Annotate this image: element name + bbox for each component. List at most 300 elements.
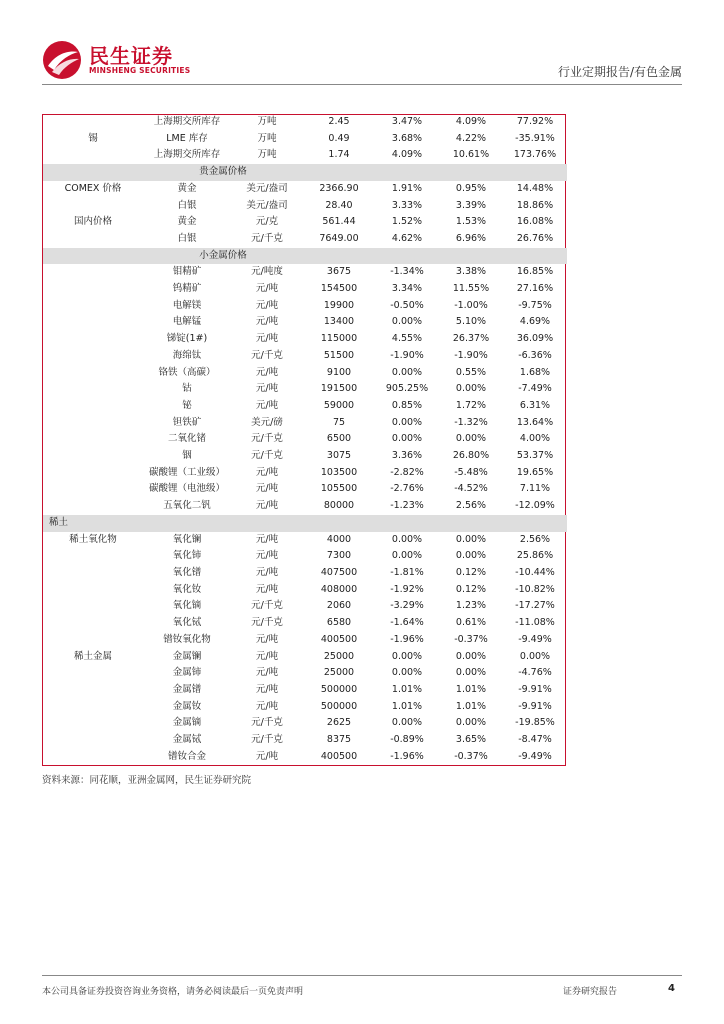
group-label	[43, 632, 143, 649]
price-table-container	[42, 114, 566, 766]
group-label: 稀土金属	[73, 650, 112, 662]
change-week: 3.34%	[391, 283, 423, 295]
change-month: -1.00%	[454, 299, 488, 311]
table-row	[43, 732, 567, 749]
unit: 元/吨	[255, 700, 279, 712]
item-name: 金属镧	[172, 650, 202, 662]
unit: 元/吨	[255, 383, 279, 395]
change-month: 0.00%	[455, 650, 487, 662]
item-name: 五氧化二钒	[163, 500, 211, 512]
group-label	[43, 682, 143, 699]
table-row	[43, 231, 567, 248]
change-week: 0.00%	[391, 433, 423, 445]
change-ytd: -9.49%	[518, 633, 552, 645]
price-value: 75	[332, 416, 346, 428]
change-ytd: 173.76%	[513, 149, 557, 161]
section-label: 贵金属价格	[143, 164, 303, 181]
table-row	[43, 181, 567, 198]
price-value: 105500	[320, 483, 358, 495]
change-week: 0.00%	[391, 717, 423, 729]
change-ytd: -10.82%	[515, 583, 555, 595]
unit: 美元/盎司	[246, 182, 288, 194]
table-section-row	[43, 248, 567, 265]
table-row	[43, 398, 567, 415]
price-value: 3675	[326, 266, 352, 278]
unit: 元/千克	[251, 617, 283, 629]
change-month: -1.90%	[454, 349, 488, 361]
change-ytd: -9.75%	[518, 299, 552, 311]
change-ytd: 18.86%	[516, 199, 554, 211]
price-value: 2.45	[328, 116, 350, 127]
unit: 元/千克	[251, 734, 283, 746]
price-value: 2060	[326, 600, 352, 612]
item-name: 铟	[182, 450, 192, 462]
price-value: 25000	[323, 667, 355, 679]
price-value: 103500	[320, 466, 358, 478]
item-name: 铋	[182, 399, 192, 411]
price-value: 408000	[320, 583, 358, 595]
table-row	[43, 598, 567, 615]
price-value: 115000	[320, 333, 358, 345]
price-value: 6580	[326, 617, 352, 629]
group-label	[43, 548, 143, 565]
change-ytd: 14.48%	[516, 182, 554, 194]
unit: 元/克	[255, 216, 279, 228]
change-ytd: -9.49%	[518, 750, 552, 762]
price-value: 8375	[326, 734, 352, 746]
item-name: 碳酸锂（工业级）	[148, 466, 225, 478]
group-label	[43, 147, 143, 164]
item-name: 镨钕氧化物	[163, 633, 211, 645]
price-value: 191500	[320, 383, 358, 395]
change-month: 0.95%	[455, 182, 487, 194]
group-label	[43, 331, 143, 348]
price-value: 9100	[326, 366, 352, 378]
price-value: 28.40	[325, 199, 353, 211]
price-value: 2366.90	[319, 182, 359, 194]
table-row	[43, 314, 567, 331]
change-month: 0.12%	[455, 583, 487, 595]
change-week: 0.00%	[391, 366, 423, 378]
group-label	[43, 264, 143, 281]
change-week: -1.92%	[390, 583, 424, 595]
change-month: 3.38%	[455, 266, 487, 278]
change-week: -0.89%	[390, 734, 424, 746]
change-month: 1.23%	[455, 600, 487, 612]
item-name: 上海期交所库存	[153, 116, 221, 127]
unit: 万吨	[257, 116, 277, 127]
change-month: 1.72%	[455, 399, 487, 411]
change-week: -1.96%	[390, 633, 424, 645]
table-row	[43, 498, 567, 515]
page-header	[0, 0, 724, 90]
change-week: 4.55%	[391, 333, 423, 345]
unit: 万吨	[257, 132, 277, 144]
change-week: 3.36%	[391, 450, 423, 462]
table-row	[43, 114, 567, 131]
change-ytd: 16.08%	[516, 216, 554, 228]
minsheng-logo-icon	[42, 40, 82, 80]
table-row	[43, 131, 567, 148]
price-value: 154500	[320, 283, 358, 295]
change-month: 4.09%	[455, 116, 487, 127]
unit: 元/吨	[255, 583, 279, 595]
change-ytd: -8.47%	[518, 734, 552, 746]
group-label	[43, 231, 143, 248]
unit: 元/千克	[251, 600, 283, 612]
price-value: 400500	[320, 750, 358, 762]
change-ytd: -9.91%	[518, 700, 552, 712]
price-value: 51500	[323, 349, 355, 361]
change-ytd: 7.11%	[519, 483, 551, 495]
change-week: -1.90%	[390, 349, 424, 361]
section-spacer	[43, 248, 143, 265]
change-ytd: 0.00%	[519, 650, 551, 662]
item-name: 氧化镝	[172, 600, 202, 612]
group-label	[43, 198, 143, 215]
change-month: -5.48%	[454, 466, 488, 478]
change-ytd: -17.27%	[515, 600, 555, 612]
change-month: 5.10%	[455, 316, 487, 328]
unit: 元/吨	[255, 333, 279, 345]
change-month: 10.61%	[452, 149, 490, 161]
table-row	[43, 715, 567, 732]
table-row	[43, 532, 567, 549]
change-month: 3.65%	[455, 734, 487, 746]
change-week: 0.00%	[391, 650, 423, 662]
table-row	[43, 281, 567, 298]
change-month: 0.12%	[455, 566, 487, 578]
change-month: 0.00%	[455, 550, 487, 562]
change-month: 0.61%	[455, 617, 487, 629]
unit: 元/吨	[255, 283, 279, 295]
price-value: 19900	[323, 299, 355, 311]
price-value: 1.74	[328, 149, 350, 161]
data-source-note: 资料来源：同花顺，亚洲金属网，民生证券研究院	[42, 775, 252, 786]
change-ytd: 26.76%	[516, 232, 554, 244]
unit: 元/千克	[251, 433, 283, 445]
change-ytd: -4.76%	[518, 667, 552, 679]
table-row	[43, 448, 567, 465]
price-value: 3075	[326, 450, 352, 462]
change-ytd: -9.91%	[518, 683, 552, 695]
item-name: 铬铁（高碳）	[158, 366, 216, 378]
group-label	[43, 598, 143, 615]
price-value: 25000	[323, 650, 355, 662]
section-label: 小金属价格	[143, 248, 303, 265]
change-month: 0.00%	[455, 717, 487, 729]
change-month: 1.53%	[455, 216, 487, 228]
table-section-row	[43, 515, 567, 532]
unit: 元/吨	[255, 633, 279, 645]
change-month: -0.37%	[454, 633, 488, 645]
item-name: 氧化铽	[172, 617, 202, 629]
price-value: 0.49	[328, 132, 350, 144]
page-number: 4	[668, 983, 675, 994]
group-label	[43, 665, 143, 682]
item-name: 上海期交所库存	[153, 149, 221, 161]
unit: 元/千克	[251, 349, 283, 361]
group-label	[43, 381, 143, 398]
group-label	[43, 114, 143, 131]
change-ytd: 2.56%	[519, 533, 551, 545]
footer-disclaimer: 本公司具备证券投资咨询业务资格，请务必阅读最后一页免责声明	[42, 987, 304, 997]
group-label	[43, 749, 143, 766]
group-label	[43, 398, 143, 415]
table-row	[43, 548, 567, 565]
item-name: 钽铁矿	[172, 416, 202, 428]
change-ytd: 36.09%	[516, 333, 554, 345]
unit: 美元/磅	[251, 416, 283, 428]
change-month: -4.52%	[454, 483, 488, 495]
unit: 元/千克	[251, 232, 283, 244]
group-label	[43, 699, 143, 716]
change-month: 0.00%	[455, 533, 487, 545]
unit: 元/吨	[255, 483, 279, 495]
table-row	[43, 649, 567, 666]
table-row	[43, 147, 567, 164]
group-label	[43, 298, 143, 315]
table-row	[43, 682, 567, 699]
price-value: 561.44	[322, 216, 356, 228]
item-name: 金属铽	[172, 734, 202, 746]
item-name: 黄金	[177, 216, 197, 228]
brand-name-en: MINSHENG SECURITIES	[89, 66, 191, 75]
item-name: 电解锰	[172, 316, 202, 328]
report-type: 行业定期报告/有色金属	[557, 65, 682, 79]
price-value: 80000	[323, 500, 355, 512]
footer-divider	[42, 975, 682, 976]
group-label	[43, 732, 143, 749]
unit: 元/吨	[255, 550, 279, 562]
change-month: 0.00%	[455, 667, 487, 679]
item-name: 海绵钛	[172, 349, 202, 361]
table-body	[43, 114, 567, 765]
change-week: 3.47%	[391, 116, 423, 127]
group-label	[43, 415, 143, 432]
change-week: 0.00%	[391, 533, 423, 545]
group-label	[43, 582, 143, 599]
change-week: 4.09%	[391, 149, 423, 161]
change-week: 3.33%	[391, 199, 423, 211]
change-ytd: -12.09%	[515, 500, 555, 512]
unit: 元/吨	[255, 500, 279, 512]
unit: 元/吨	[255, 399, 279, 411]
table-row	[43, 415, 567, 432]
change-week: 1.01%	[391, 700, 423, 712]
group-label	[43, 348, 143, 365]
item-name: 氧化铈	[172, 550, 202, 562]
table-row	[43, 264, 567, 281]
change-week: -2.82%	[390, 466, 424, 478]
item-name: 黄金	[177, 182, 197, 194]
group-label	[43, 481, 143, 498]
change-month: 2.56%	[455, 500, 487, 512]
change-ytd: -7.49%	[518, 383, 552, 395]
item-name: 钴	[182, 383, 192, 395]
change-ytd: 4.00%	[519, 433, 551, 445]
change-ytd: 4.69%	[519, 316, 551, 328]
item-name: 白银	[177, 199, 197, 211]
table-row	[43, 298, 567, 315]
price-value: 2625	[326, 717, 352, 729]
table-row	[43, 632, 567, 649]
item-name: 白银	[177, 232, 197, 244]
unit: 元/吨	[255, 750, 279, 762]
change-week: 4.62%	[391, 232, 423, 244]
change-week: -1.23%	[390, 500, 424, 512]
change-ytd: 27.16%	[516, 283, 554, 295]
group-label	[43, 498, 143, 515]
group-label	[43, 565, 143, 582]
change-week: -1.34%	[390, 266, 424, 278]
unit: 元/吨	[255, 466, 279, 478]
change-ytd: 77.92%	[516, 116, 554, 127]
section-spacer	[43, 164, 143, 181]
change-month: 0.00%	[455, 433, 487, 445]
group-label	[43, 465, 143, 482]
price-value: 6500	[326, 433, 352, 445]
price-value: 407500	[320, 566, 358, 578]
table-row	[43, 699, 567, 716]
change-month: 1.01%	[455, 683, 487, 695]
metal-price-table	[43, 114, 567, 765]
change-week: -0.50%	[390, 299, 424, 311]
section-spacer	[303, 164, 567, 181]
item-name: LME 库存	[166, 132, 208, 144]
change-week: 0.00%	[391, 550, 423, 562]
change-week: 0.00%	[391, 416, 423, 428]
unit: 元/吨度	[251, 266, 283, 278]
unit: 元/千克	[251, 450, 283, 462]
table-row	[43, 431, 567, 448]
item-name: 金属镨	[172, 683, 202, 695]
change-week: -1.96%	[390, 750, 424, 762]
unit: 元/千克	[251, 717, 283, 729]
unit: 元/吨	[255, 316, 279, 328]
brand-name-cn: 民生证券	[89, 44, 173, 68]
change-month: 26.80%	[452, 450, 490, 462]
change-month: 0.00%	[455, 383, 487, 395]
unit: 美元/盎司	[246, 199, 288, 211]
unit: 元/吨	[255, 299, 279, 311]
change-month: 26.37%	[452, 333, 490, 345]
item-name: 钨精矿	[172, 283, 202, 295]
change-week: 1.01%	[391, 683, 423, 695]
group-label	[43, 615, 143, 632]
unit: 元/吨	[255, 533, 279, 545]
table-row	[43, 348, 567, 365]
change-ytd: -35.91%	[515, 132, 555, 144]
unit: 万吨	[257, 149, 277, 161]
section-label: 稀土	[43, 515, 567, 532]
change-ytd: -6.36%	[518, 349, 552, 361]
price-value: 7649.00	[319, 232, 359, 244]
group-label	[43, 314, 143, 331]
change-ytd: -19.85%	[515, 717, 555, 729]
item-name: 碳酸锂（电池级）	[148, 483, 225, 495]
table-section-row	[43, 164, 567, 181]
change-week: 905.25%	[385, 383, 429, 395]
item-name: 氧化镧	[172, 533, 202, 545]
change-week: 1.91%	[391, 182, 423, 194]
item-name: 钼精矿	[172, 266, 202, 278]
price-value: 400500	[320, 633, 358, 645]
change-week: 0.00%	[391, 667, 423, 679]
section-spacer	[303, 248, 567, 265]
change-month: 3.39%	[455, 199, 487, 211]
item-name: 金属镝	[172, 717, 202, 729]
item-name: 二氧化锗	[167, 433, 206, 445]
change-ytd: 16.85%	[516, 266, 554, 278]
change-month: 6.96%	[455, 232, 487, 244]
item-name: 氧化镨	[172, 566, 202, 578]
unit: 元/吨	[255, 650, 279, 662]
change-month: 1.01%	[455, 700, 487, 712]
change-ytd: 6.31%	[519, 399, 551, 411]
item-name: 锑锭(1#)	[166, 333, 208, 345]
unit: 元/吨	[255, 667, 279, 679]
group-label: COMEX 价格	[64, 182, 122, 194]
group-label	[43, 281, 143, 298]
unit: 元/吨	[255, 366, 279, 378]
table-row	[43, 565, 567, 582]
change-ytd: -11.08%	[515, 617, 555, 629]
change-week: -1.64%	[390, 617, 424, 629]
group-label: 国内价格	[73, 216, 112, 228]
change-week: 1.52%	[391, 216, 423, 228]
change-ytd: -10.44%	[515, 566, 555, 578]
item-name: 金属钕	[172, 700, 202, 712]
table-row	[43, 465, 567, 482]
footer-report-label: 证券研究报告	[563, 987, 618, 997]
unit: 元/吨	[255, 683, 279, 695]
change-week: 3.68%	[391, 132, 423, 144]
change-week: -1.81%	[390, 566, 424, 578]
item-name: 氧化钕	[172, 583, 202, 595]
change-month: 0.55%	[455, 366, 487, 378]
change-ytd: 1.68%	[519, 366, 551, 378]
table-row	[43, 665, 567, 682]
unit: 元/吨	[255, 566, 279, 578]
change-week: 0.00%	[391, 316, 423, 328]
group-label	[43, 431, 143, 448]
group-label	[43, 715, 143, 732]
item-name: 电解镁	[172, 299, 202, 311]
price-value: 500000	[320, 683, 358, 695]
change-week: -3.29%	[390, 600, 424, 612]
table-row	[43, 381, 567, 398]
price-value: 13400	[323, 316, 355, 328]
price-value: 59000	[323, 399, 355, 411]
table-row	[43, 582, 567, 599]
header-divider	[42, 84, 682, 85]
price-value: 7300	[326, 550, 352, 562]
change-ytd: 19.65%	[516, 466, 554, 478]
change-month: -1.32%	[454, 416, 488, 428]
change-ytd: 25.86%	[516, 550, 554, 562]
change-week: 0.85%	[391, 399, 423, 411]
price-value: 4000	[326, 533, 352, 545]
table-row	[43, 481, 567, 498]
table-row	[43, 749, 567, 766]
price-value: 500000	[320, 700, 358, 712]
change-month: 11.55%	[452, 283, 490, 295]
change-month: 4.22%	[455, 132, 487, 144]
table-row	[43, 615, 567, 632]
group-label	[43, 448, 143, 465]
table-row	[43, 331, 567, 348]
